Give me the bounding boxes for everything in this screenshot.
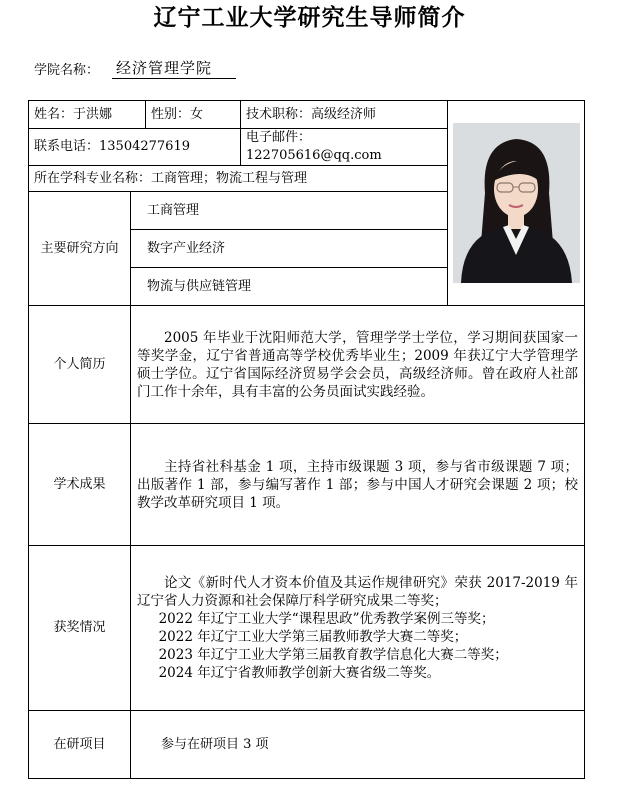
photo-cell xyxy=(448,101,585,306)
award-line-1: 论文《新时代人才资本价值及其运作规律研究》荣获 2017-2019 年辽宁省人力资源和社会保障厅科学研究成果二等奖； xyxy=(137,575,579,609)
gender-cell: 性别：女 xyxy=(146,101,241,129)
portrait-image xyxy=(453,123,580,283)
awards-label: 获奖情况 xyxy=(29,546,131,711)
page-title: 辽宁工业大学研究生导师简介 xyxy=(153,4,466,31)
award-line-2: 2022 年辽宁工业大学“课程思政”优秀教学案例三等奖； xyxy=(158,611,495,627)
achievements-label: 学术成果 xyxy=(29,424,131,546)
college-value: 经济管理学院 xyxy=(112,58,236,79)
research-label: 主要研究方向 xyxy=(29,192,131,306)
email-cell: 电子邮件：122705616@qq.com xyxy=(241,129,448,166)
award-line-4: 2023 年辽宁工业大学第三届教育教学信息化大赛二等奖； xyxy=(158,647,508,663)
award-line-5: 2024 年辽宁省教师教学创新大赛省级二等奖。 xyxy=(158,665,441,681)
research-item-1: 工商管理 xyxy=(131,192,448,230)
phone-cell: 联系电话：13504277619 xyxy=(29,129,241,166)
name-cell: 姓名：于洪娜 xyxy=(29,101,146,129)
achievements-text: 主持省社科基金 1 项，主持市级课题 3 项，参与省市级课题 7 项；出版著作 1 部，参与编写著作 1 部；参与中国人才研究会课题 2 项；校教学改革研究项目 1 项。 xyxy=(137,458,579,511)
rank-cell: 技术职称：高级经济师 xyxy=(241,101,448,129)
research-item-2: 数字产业经济 xyxy=(131,230,448,268)
bio-label: 个人简历 xyxy=(29,306,131,424)
award-line-3: 2022 年辽宁工业大学第三届教师教学大赛二等奖； xyxy=(158,629,468,645)
research-item-3: 物流与供应链管理 xyxy=(131,268,448,306)
projects-text: 参与在研项目 3 项 xyxy=(131,711,585,779)
profile-table xyxy=(28,100,585,779)
projects-label: 在研项目 xyxy=(29,711,131,779)
bio-text: 2005 年毕业于沈阳师范大学，管理学学士学位，学习期间获国家一等奖学金，辽宁省普通高等学校优秀毕业生；2009 年获辽宁大学管理学硕士学位。辽宁省国际经济贸易学会会员，高级经济师。曾在政府人社部门工作十余年，具有丰富的公务员面试实践经验。 xyxy=(137,329,579,400)
college-label: 学院名称： xyxy=(34,63,100,78)
discipline-cell: 所在学科专业名称：工商管理；物流工程与管理 xyxy=(29,166,448,192)
portrait-photo xyxy=(448,123,584,283)
